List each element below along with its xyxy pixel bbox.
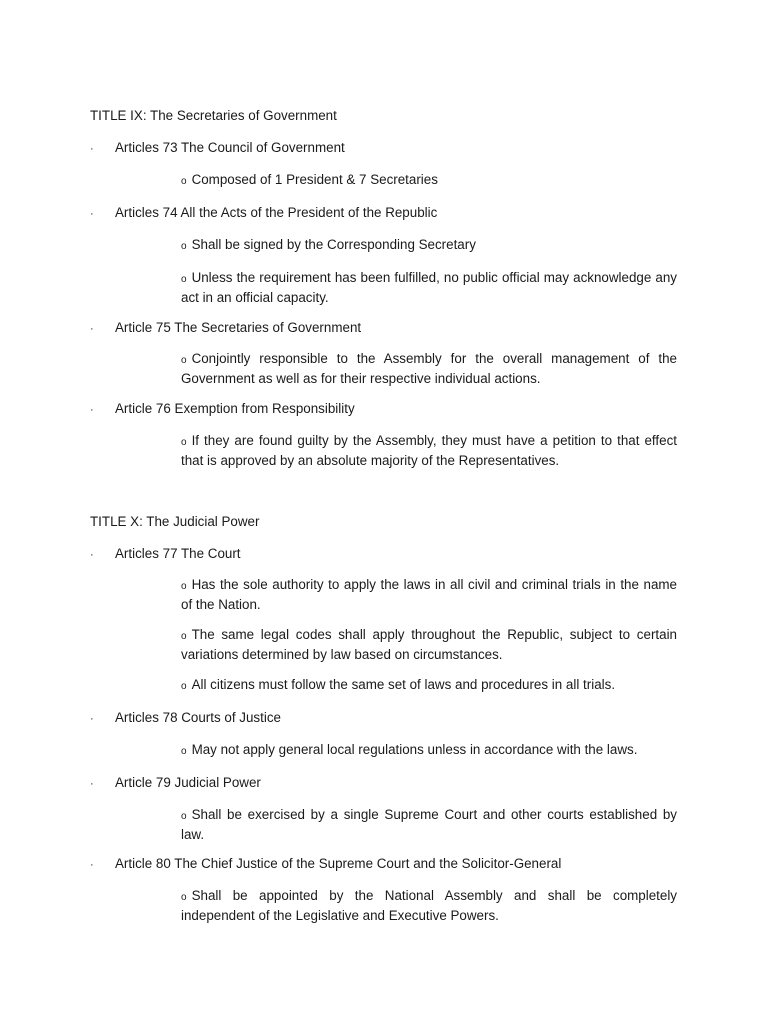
circle-bullet-icon: o: [181, 437, 187, 448]
bullet-dot-icon: ·: [90, 859, 94, 871]
bullet-dot-icon: ·: [90, 404, 94, 416]
circle-bullet-icon: o: [181, 892, 187, 903]
bullet-dot-icon: ·: [90, 143, 94, 155]
sub-item-text: May not apply general local regulations unless in accordance with the laws.: [191, 742, 638, 757]
article-label: Articles 78 Courts of Justice: [115, 710, 281, 725]
circle-bullet-icon: o: [181, 631, 187, 642]
sub-item: [181, 626, 677, 664]
sub-item-text: Shall be appointed by the National Assembly and shall be completely independent of the Legislative and Executive Powers.: [181, 888, 677, 923]
article-label: Articles 74 All the Acts of the President of the Republic: [115, 205, 438, 220]
sub-item-text: The same legal codes shall apply throughout the Republic, subject to certain variations determined by law based on circumstances.: [181, 627, 677, 662]
sub-item: [181, 269, 677, 307]
sub-item-text: Shall be exercised by a single Supreme Court and other courts established by law.: [181, 807, 677, 842]
article-item: [90, 204, 437, 223]
article-item: [90, 709, 281, 728]
article-label: Article 80 The Chief Justice of the Supreme Court and the Solicitor-General: [115, 856, 562, 871]
sub-item-text: All citizens must follow the same set of laws and procedures in all trials.: [191, 677, 616, 692]
article-item: [90, 545, 241, 564]
circle-bullet-icon: o: [181, 581, 187, 592]
article-item: [90, 319, 361, 338]
sub-item-text: Conjointly responsible to the Assembly for the overall management of the Government as well as for their respective individual actions.: [181, 351, 677, 386]
article-label: Articles 77 The Court: [115, 546, 241, 561]
article-label: Article 75 The Secretaries of Government: [115, 320, 362, 335]
sub-item-text: Shall be signed by the Corresponding Secretary: [191, 237, 476, 252]
bullet-dot-icon: ·: [90, 713, 94, 725]
circle-bullet-icon: o: [181, 746, 187, 757]
sub-item: [181, 576, 677, 614]
circle-bullet-icon: o: [181, 241, 187, 252]
article-label: Article 76 Exemption from Responsibility: [115, 401, 355, 416]
sub-item: [181, 676, 677, 696]
sub-item: [181, 432, 677, 470]
circle-bullet-icon: o: [181, 811, 187, 822]
sub-item: [181, 236, 677, 256]
sub-item-text: Has the sole authority to apply the laws in all civil and criminal trials in the name of the Nation.: [181, 577, 677, 612]
circle-bullet-icon: o: [181, 274, 187, 285]
section-title: TITLE X: The Judicial Power: [90, 514, 260, 529]
sub-item: [181, 350, 677, 388]
sub-item: [181, 806, 677, 844]
sub-item-text: Unless the requirement has been fulfilled, no public official may acknowledge any act in an official capacity.: [181, 270, 677, 305]
sub-item-text: If they are found guilty by the Assembly, they must have a petition to that effect that is approved by an absolute majority of the Representatives.: [181, 433, 677, 468]
bullet-dot-icon: ·: [90, 549, 94, 561]
sub-item-text: Composed of 1 President & 7 Secretaries: [191, 172, 438, 187]
circle-bullet-icon: o: [181, 681, 187, 692]
bullet-dot-icon: ·: [90, 208, 94, 220]
article-item: [90, 774, 261, 793]
article-item: [90, 139, 345, 158]
circle-bullet-icon: o: [181, 355, 187, 366]
section-title: TITLE IX: The Secretaries of Government: [90, 108, 337, 123]
circle-bullet-icon: o: [181, 176, 187, 187]
bullet-dot-icon: ·: [90, 778, 94, 790]
bullet-dot-icon: ·: [90, 323, 94, 335]
article-item: [90, 855, 561, 874]
article-label: Articles 73 The Council of Government: [115, 140, 345, 155]
article-item: [90, 400, 355, 419]
sub-item: [181, 887, 677, 925]
sub-item: [181, 171, 677, 191]
article-label: Article 79 Judicial Power: [115, 775, 261, 790]
sub-item: [181, 741, 677, 761]
